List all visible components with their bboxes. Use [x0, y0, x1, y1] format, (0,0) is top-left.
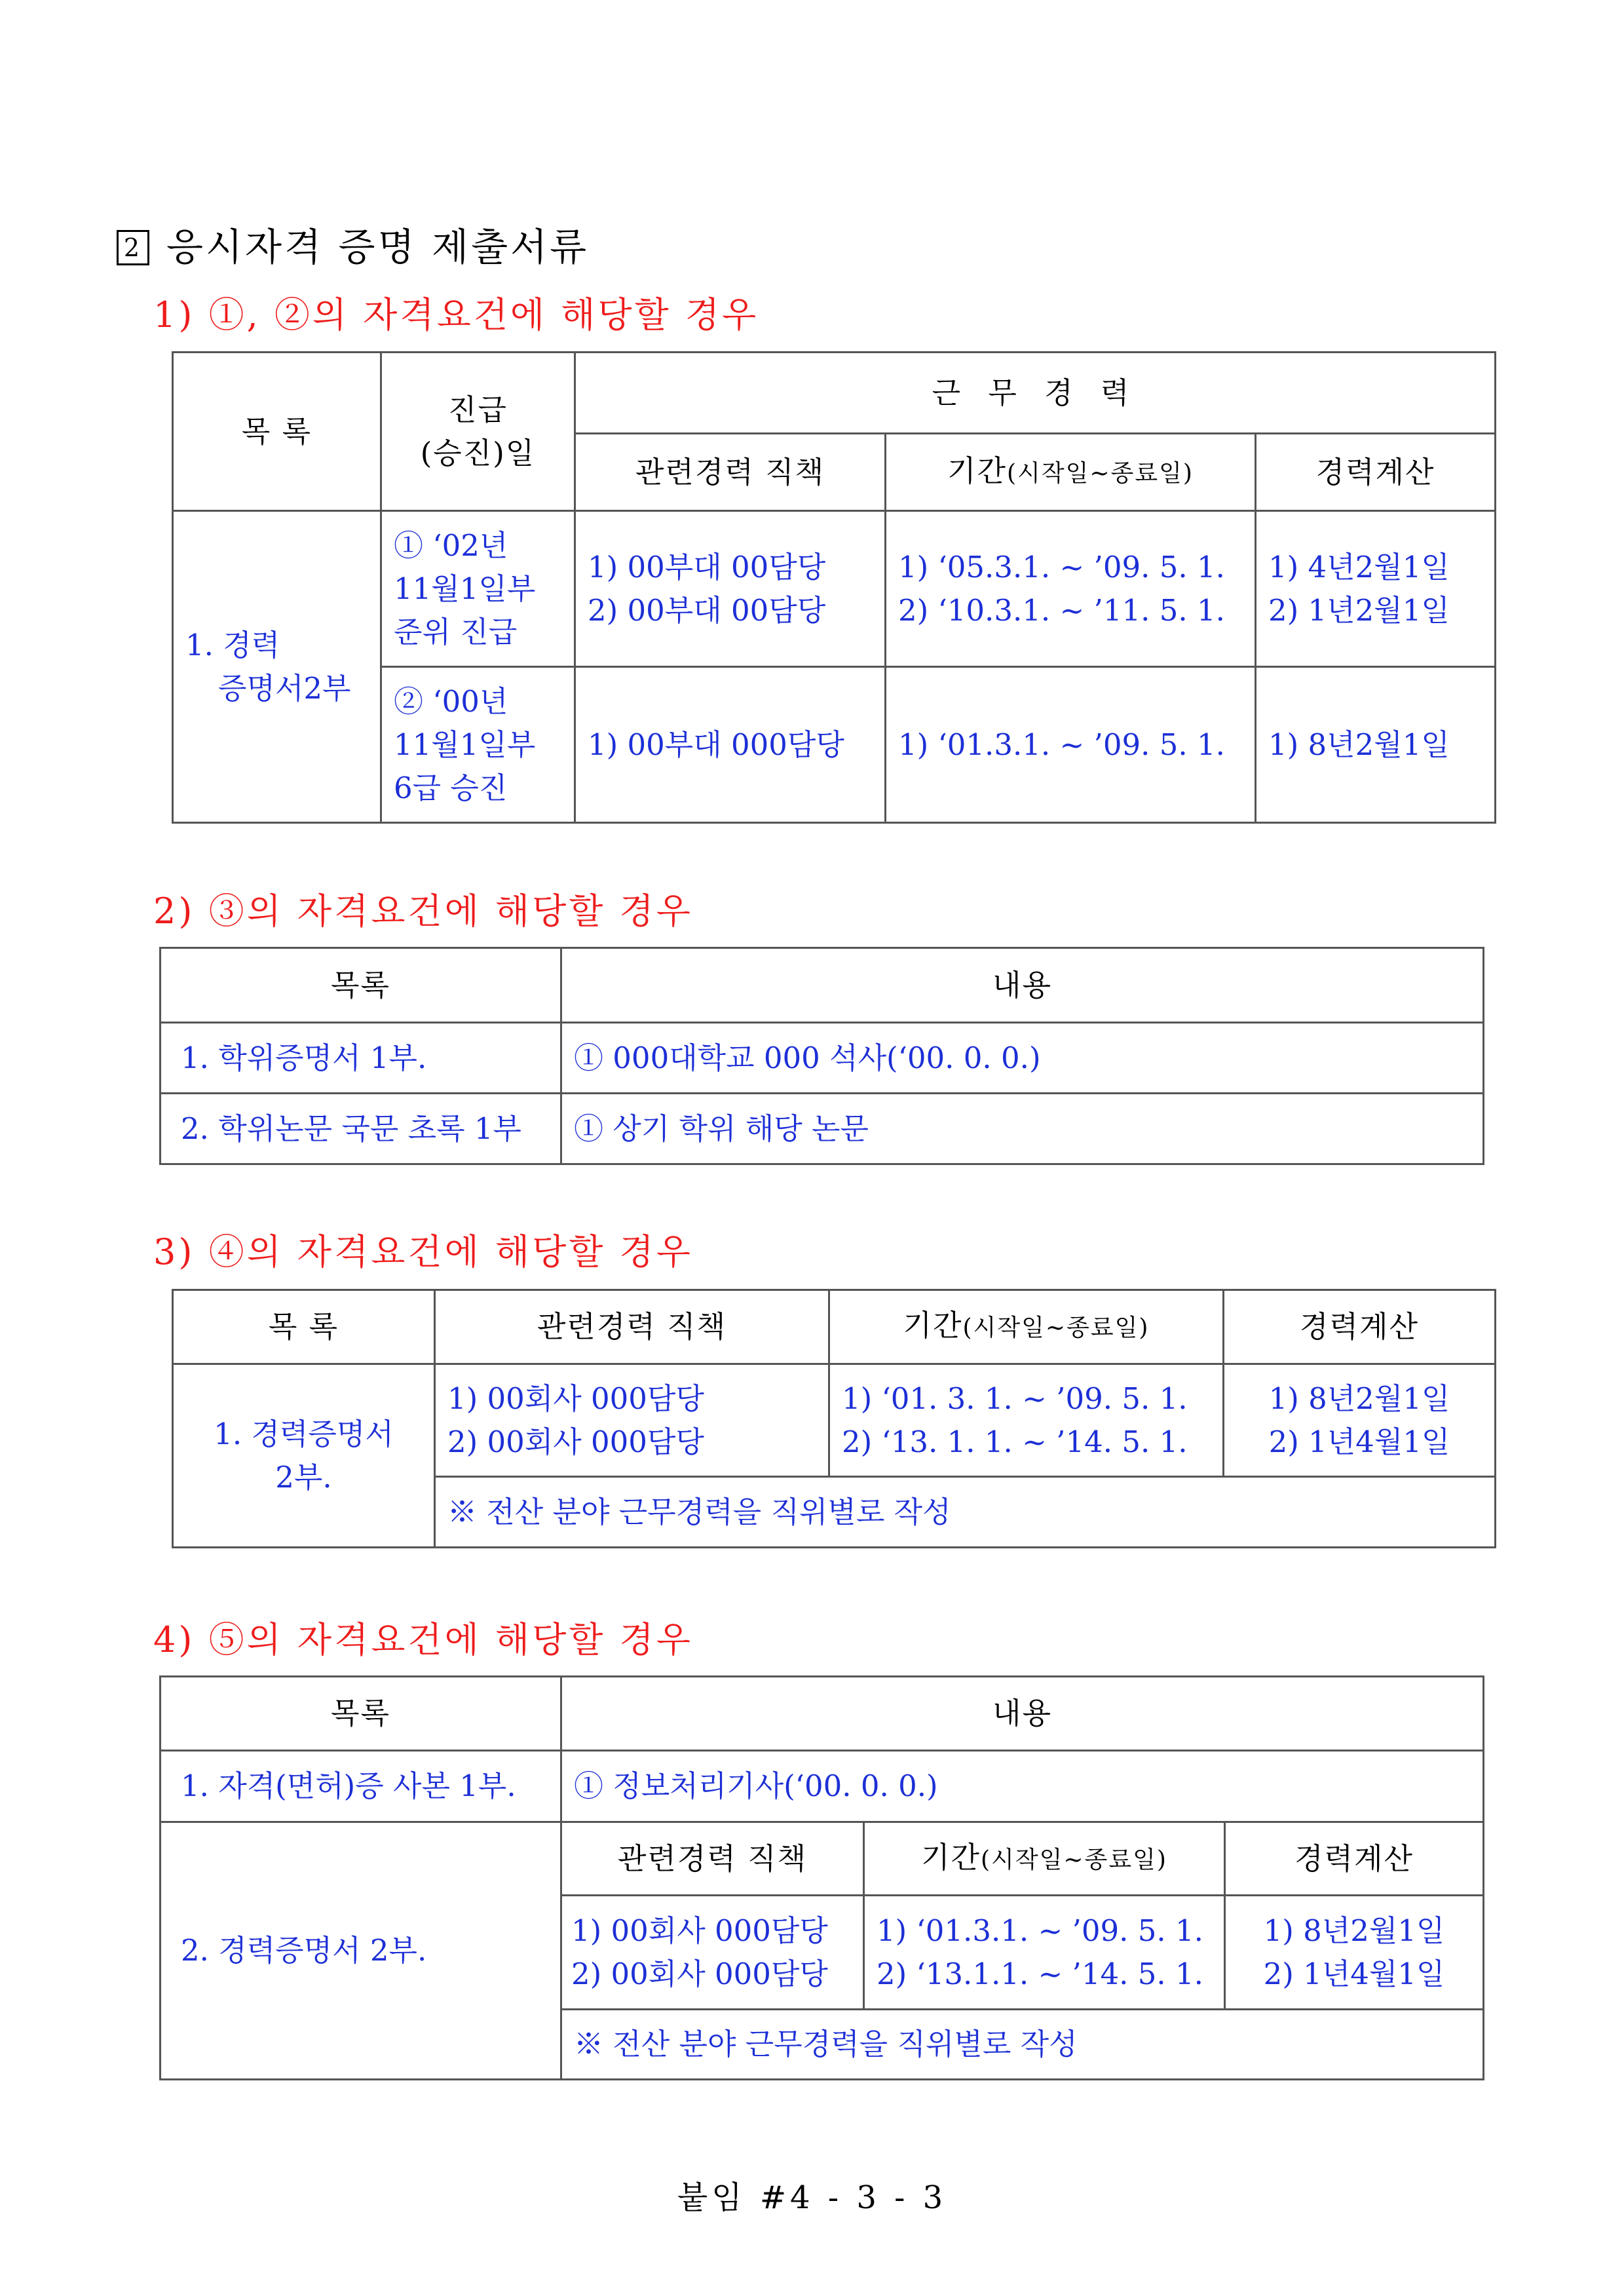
case1-row1-duty	[575, 511, 886, 667]
case4-subheader-period-main: 기간	[921, 1839, 981, 1875]
case4-note: ※ 전산 분야 근무경력을 직위별로 작성	[561, 2010, 1484, 2080]
case2-table	[159, 947, 1484, 1165]
case3-header-calc: 경력계산	[1224, 1290, 1496, 1364]
case1-row2-period	[886, 667, 1256, 823]
case4-title: 4) ⑤의 자격요건에 해당할 경우	[153, 1619, 693, 1660]
case3-table	[172, 1289, 1496, 1548]
case3-note: ※ 전산 분야 근무경력을 직위별로 작성	[435, 1477, 1496, 1548]
case1-item-line2: 증명서2부	[218, 670, 351, 706]
case1-row1-calc-line1: 1) 4년2월1일	[1268, 549, 1450, 584]
case4-calc	[1225, 1896, 1484, 2010]
case2-title: 2) ③의 자격요건에 해당할 경우	[153, 890, 693, 932]
case3-duty-line1: 1) 00회사 000담당	[447, 1381, 704, 1416]
case1-header-period-sub: (시작일~종료일)	[1007, 459, 1194, 487]
case4-duty-line1: 1) 00회사 000담당	[571, 1913, 828, 1948]
case2-row-1	[161, 1023, 1484, 1094]
case4-table	[159, 1675, 1484, 2080]
case3-item	[173, 1364, 435, 1548]
case3-duty	[435, 1364, 829, 1477]
case1-row1-period-line2: 2) ‘10.3.1. ~ ’11. 5. 1.	[898, 592, 1225, 628]
case1-header-promo-line2: (승진)일	[420, 435, 536, 470]
case4-period	[864, 1896, 1225, 2010]
case1-header-period	[886, 434, 1256, 511]
case3-period-line1: 1) ‘01. 3. 1. ~ ’09. 5. 1.	[842, 1381, 1188, 1416]
case1-row1-promo	[381, 511, 575, 667]
case1-row2-period-line1: 1) ‘01.3.1. ~ ’09. 5. 1.	[898, 727, 1225, 762]
case2-row-2	[161, 1094, 1484, 1164]
case4-period-line2: 2) ‘13.1.1. ~ ’14. 5. 1.	[877, 1956, 1203, 1991]
case3-calc	[1224, 1364, 1496, 1477]
case4-subheader-calc: 경력계산	[1225, 1822, 1484, 1896]
case1-row1-calc-line2: 2) 1년2월1일	[1268, 592, 1450, 628]
section-heading	[117, 216, 589, 271]
case3-row-1	[173, 1364, 1496, 1477]
case1-row2-promo	[381, 667, 575, 823]
case3-item-line1: 1. 경력증명서	[214, 1416, 394, 1451]
case4-row-2-header	[161, 1822, 1484, 1896]
case2-header-content: 내용	[561, 948, 1484, 1023]
case4-header-list: 목록	[161, 1677, 561, 1751]
case4-row-1	[161, 1751, 1484, 1822]
case3-calc-line1: 1) 8년2월1일	[1268, 1381, 1450, 1416]
case1-row1-period-line1: 1) ‘05.3.1. ~ ’09. 5. 1.	[898, 549, 1225, 584]
case3-period-line2: 2) ‘13. 1. 1. ~ ’14. 5. 1.	[842, 1424, 1188, 1459]
case1-row1-promo-line2: 11월1일부	[394, 571, 536, 606]
case4-period-line1: 1) ‘01.3.1. ~ ’09. 5. 1.	[877, 1913, 1203, 1948]
case1-row2-promo-line1: ② ‘00년	[394, 683, 508, 719]
case1-table	[172, 351, 1496, 824]
case3-header-period-sub: (시작일~종료일)	[962, 1314, 1150, 1341]
case1-row1-duty-line1: 1) 00부대 00담당	[588, 549, 826, 584]
case4-subheader-duty: 관련경력 직책	[561, 1822, 864, 1896]
page-footer: 붙임 #4 - 3 - 3	[677, 2179, 947, 2216]
case1-row1-promo-line3: 준위 진급	[394, 614, 518, 649]
case3-title: 3) ④의 자격요건에 해당할 경우	[153, 1231, 693, 1272]
case1-item-line1: 1. 경력	[185, 627, 280, 662]
case1-row2-calc-line1: 1) 8년2월1일	[1268, 727, 1450, 762]
case1-row-1	[173, 511, 1496, 667]
case2-row1-item: 1. 학위증명서 1부.	[161, 1023, 561, 1094]
case1-row2-duty	[575, 667, 886, 823]
section-number-box: 2	[117, 230, 149, 265]
case2-row2-item: 2. 학위논문 국문 초록 1부	[161, 1094, 561, 1164]
case2-header-list: 목록	[161, 948, 561, 1023]
case3-header-duty: 관련경력 직책	[435, 1290, 829, 1364]
case3-header-period	[829, 1290, 1224, 1364]
case2-row2-content: ① 상기 학위 해당 논문	[561, 1094, 1484, 1164]
case1-row1-promo-line1: ① ‘02년	[394, 527, 508, 563]
case2-row1-content: ① 000대학교 000 석사(‘00. 0. 0.)	[561, 1023, 1484, 1094]
case1-header-list: 목 록	[173, 353, 381, 511]
case3-calc-line2: 2) 1년4월1일	[1268, 1424, 1450, 1459]
case1-row2-calc	[1256, 667, 1496, 823]
case4-row1-item: 1. 자격(면허)증 사본 1부.	[161, 1751, 561, 1822]
case1-row2-promo-line2: 11월1일부	[394, 727, 536, 762]
case4-duty	[561, 1896, 864, 2010]
case4-subheader-period	[864, 1822, 1225, 1896]
case4-header-content: 내용	[561, 1677, 1484, 1751]
section-title: 응시자격 증명 제출서류	[166, 225, 590, 269]
case1-header-work: 근 무 경 력	[575, 353, 1496, 434]
case1-row1-calc	[1256, 511, 1496, 667]
case3-period	[829, 1364, 1224, 1477]
case4-row1-content: ① 정보처리기사(‘00. 0. 0.)	[561, 1751, 1484, 1822]
case1-header-promo	[381, 353, 575, 511]
case1-row1-period	[886, 511, 1256, 667]
case3-duty-line2: 2) 00회사 000담당	[447, 1424, 704, 1459]
case1-item	[173, 511, 381, 823]
case4-row2-item: 2. 경력증명서 2부.	[161, 1822, 561, 2080]
case1-header-duty: 관련경력 직책	[575, 434, 886, 511]
case3-header-list: 목 록	[173, 1290, 435, 1364]
case1-header-promo-line1: 진급	[448, 392, 508, 427]
case3-header-period-main: 기간	[903, 1308, 963, 1343]
case3-item-line2: 2부.	[275, 1459, 332, 1495]
case4-calc-line1: 1) 8년2월1일	[1263, 1913, 1445, 1948]
case1-title: 1) ①, ②의 자격요건에 해당할 경우	[153, 294, 759, 335]
case4-calc-line2: 2) 1년4월1일	[1263, 1956, 1445, 1991]
case1-header-period-main: 기간	[947, 453, 1008, 488]
case1-header-calc: 경력계산	[1256, 434, 1496, 511]
case1-row2-promo-line3: 6급 승진	[394, 770, 508, 805]
case1-row1-duty-line2: 2) 00부대 00담당	[588, 592, 826, 628]
case4-subheader-period-sub: (시작일~종료일)	[981, 1846, 1167, 1873]
case1-row2-duty-line1: 1) 00부대 000담당	[588, 727, 844, 762]
case4-duty-line2: 2) 00회사 000담당	[571, 1956, 828, 1991]
